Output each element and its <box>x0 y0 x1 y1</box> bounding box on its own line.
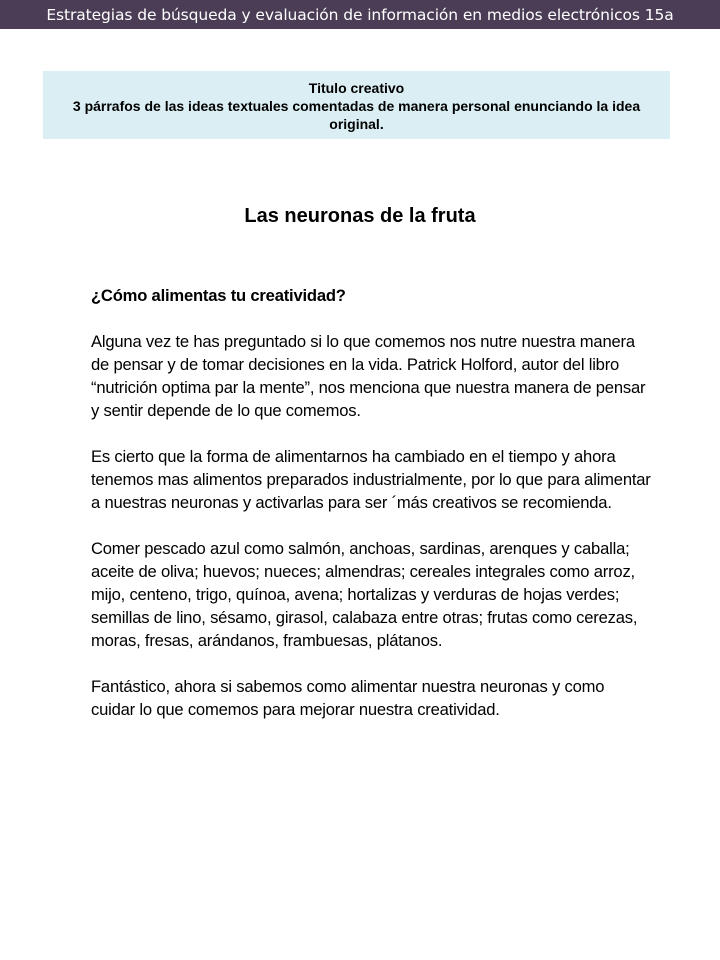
article-paragraph-1: Alguna vez te has preguntado si lo que comemos nos nutre nuestra manera de pensar y de tomar decisiones en la vida. Patrick Holford, autor del libro “nutrición optima par la mente”, nos menciona que nuestra manera de pensar y sentir depende de lo que comemos. <box>91 332 646 420</box>
article-paragraph-4: Fantástico, ahora si sabemos como alimentar nuestra neuronas y como cuidar lo que comemos para mejorar nuestra creatividad. <box>91 677 605 719</box>
article-title: Las neuronas de la fruta <box>244 205 476 227</box>
instruction-title: Titulo creativo <box>308 80 405 96</box>
header-bar <box>0 0 720 29</box>
instruction-box <box>43 71 670 139</box>
article-paragraph-2: Es cierto que la forma de alimentarnos ha cambiado en el tiempo y ahora tenemos mas alimentos preparados industrialmente, por lo que para alimentar a nuestras neuronas y activarlas para ser ´más creativos se recomienda. <box>91 447 651 512</box>
slide-header-title: Estrategias de búsqueda y evaluación de información en medios electrónicos 15a <box>46 5 674 24</box>
article-paragraph-3: Comer pescado azul como salmón, anchoas, sardinas, arenques y caballa; aceite de oliva; huevos; nueces; almendras; cereales integrales como arroz, mijo, centeno, trigo, quínoa, avena; hortalizas y verduras de hojas verdes; semillas de lino, sésamo, girasol, calabaza entre otras; frutas como cerezas, moras, fresas, arándanos, frambuesas, plátanos. <box>91 539 638 650</box>
article-body <box>91 284 651 744</box>
instruction-description: 3 párrafos de las ideas textuales comentadas de manera personal enunciando la idea original. <box>72 98 641 132</box>
article-question: ¿Cómo alimentas tu creatividad? <box>91 286 346 305</box>
